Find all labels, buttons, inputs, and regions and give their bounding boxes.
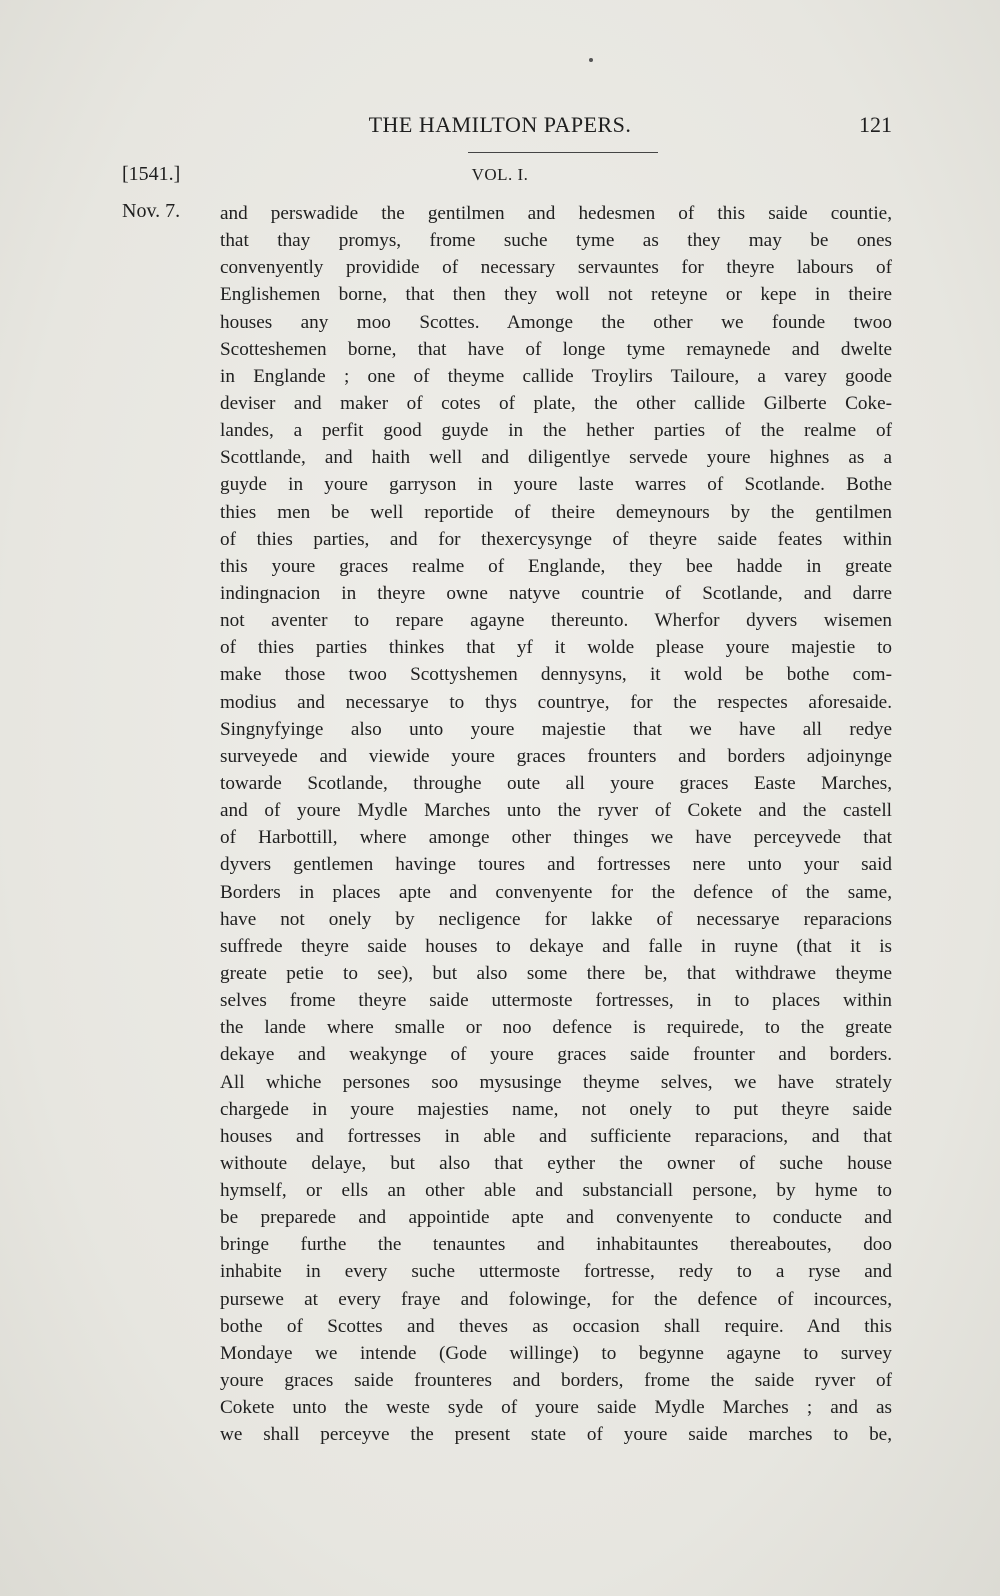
body-line: Englishemen borne, that then they woll not reteyne or kepe in theire — [220, 284, 892, 306]
body-line: withoute delaye, but also that eyther the owner of suche house — [220, 1152, 892, 1174]
body-line: youre graces saide frounteres and borders, frome the saide ryver of — [220, 1370, 892, 1392]
body-line: guyde in youre garryson in youre laste warres of Scotlande. Bothe — [220, 474, 892, 496]
body-line: and of youre Mydle Marches unto the ryver of Cokete and the castell — [220, 800, 892, 822]
body-line: of thies parties, and for thexercysynge of theyre saide feates within — [220, 528, 892, 550]
body-line: houses and fortresses in able and sufficiente reparacions, and that — [220, 1125, 892, 1147]
body-line: of Harbottill, where amonge other thinges we have perceyvede that — [220, 827, 892, 849]
body-line: houses any moo Scottes. Amonge the other we founde twoo — [220, 311, 892, 333]
volume-heading: VOL. I. — [471, 165, 529, 184]
body-line: thies men be well reportide of theire demeynours by the gentilmen — [220, 501, 892, 523]
body-line: bothe of Scottes and theves as occasion shall require. And this — [220, 1315, 892, 1337]
header-rule — [468, 152, 658, 153]
letter-body — [220, 200, 892, 1448]
body-line: have not onely by necligence for lakke of necessarye reparacions — [220, 908, 892, 930]
body-line: bringe furthe the tenauntes and inhabitauntes thereaboutes, doo — [220, 1234, 892, 1256]
body-line: this youre graces realme of Englande, they bee hadde in greate — [220, 555, 892, 577]
running-title: THE HAMILTON PAPERS. — [368, 112, 632, 137]
body-line: indingnacion in theyre owne natyve countrie of Scotlande, and darre — [220, 582, 892, 604]
page-number: 121 — [859, 112, 892, 137]
body-line: the lande where smalle or noo defence is requirede, to the greate — [220, 1017, 892, 1039]
body-line: Scotteshemen borne, that have of longe tyme remaynede and dwelte — [220, 338, 892, 360]
body-line: greate petie to see), but also some there be, that withdrawe theyme — [220, 962, 892, 984]
body-line: modius and necessarye to thys countrye, for the respectes aforesaide. — [220, 691, 892, 713]
ink-speck — [589, 58, 593, 62]
body-line: inhabite in every suche uttermoste fortresse, redy to a ryse and — [220, 1261, 892, 1283]
margin-date: Nov. 7. — [122, 200, 181, 222]
body-line: landes, a perfit good guyde in the hether parties of the realme of — [220, 420, 892, 442]
body-line: convenyently providide of necessary servauntes for theyre labours of — [220, 257, 892, 279]
body-line: we shall perceyve the present state of youre saide marches to be, — [220, 1424, 892, 1446]
body-line: All whiche persones soo mysusinge theyme selves, we have strately — [220, 1071, 892, 1093]
body-line: deviser and maker of cotes of plate, the other callide Gilberte Coke- — [220, 392, 892, 414]
body-line: Singnyfyinge also unto youre majestie that we have all redye — [220, 718, 892, 740]
body-line: Mondaye we intende (Gode willinge) to begynne agayne to survey — [220, 1342, 892, 1364]
body-line: surveyede and viewide youre graces frounters and borders adjoinynge — [220, 745, 892, 767]
body-line: pursewe at every fraye and folowinge, for the defence of incources, — [220, 1288, 892, 1310]
body-line: towarde Scotlande, throughe oute all youre graces Easte Marches, — [220, 772, 892, 794]
body-line: in Englande ; one of theyme callide Troylirs Tailoure, a varey goode — [220, 365, 892, 387]
body-line: dekaye and weakynge of youre graces saide frounter and borders. — [220, 1044, 892, 1066]
body-line: dyvers gentlemen havinge toures and fortresses nere unto your said — [220, 854, 892, 876]
body-line: not aventer to repare agayne thereunto. Wherfor dyvers wisemen — [220, 610, 892, 632]
body-line: that thay promys, frome suche tyme as they may be ones — [220, 230, 892, 252]
body-line: make those twoo Scottyshemen dennysyns, it wold be bothe com- — [220, 664, 892, 686]
body-line: Scottlande, and haith well and diligentlye servede youre highnes as a — [220, 447, 892, 469]
body-line: Cokete unto the weste syde of youre saide Mydle Marches ; and as — [220, 1397, 892, 1419]
body-line: suffrede theyre saide houses to dekaye and falle in ruyne (that it is — [220, 935, 892, 957]
body-line: selves frome theyre saide uttermoste fortresses, in to places within — [220, 990, 892, 1012]
body-line: hymself, or ells an other able and substanciall persone, by hyme to — [220, 1180, 892, 1202]
body-line: be preparede and appointide apte and convenyente to conducte and — [220, 1207, 892, 1229]
body-line: of thies parties thinkes that yf it wolde please youre majestie to — [220, 637, 892, 659]
body-line: and perswadide the gentilmen and hedesmen of this saide countie, — [220, 203, 892, 224]
year-heading: [1541.] — [122, 163, 181, 185]
body-line: Borders in places apte and convenyente for the defence of the same, — [220, 881, 892, 903]
body-line: chargede in youre majesties name, not onely to put theyre saide — [220, 1098, 892, 1120]
